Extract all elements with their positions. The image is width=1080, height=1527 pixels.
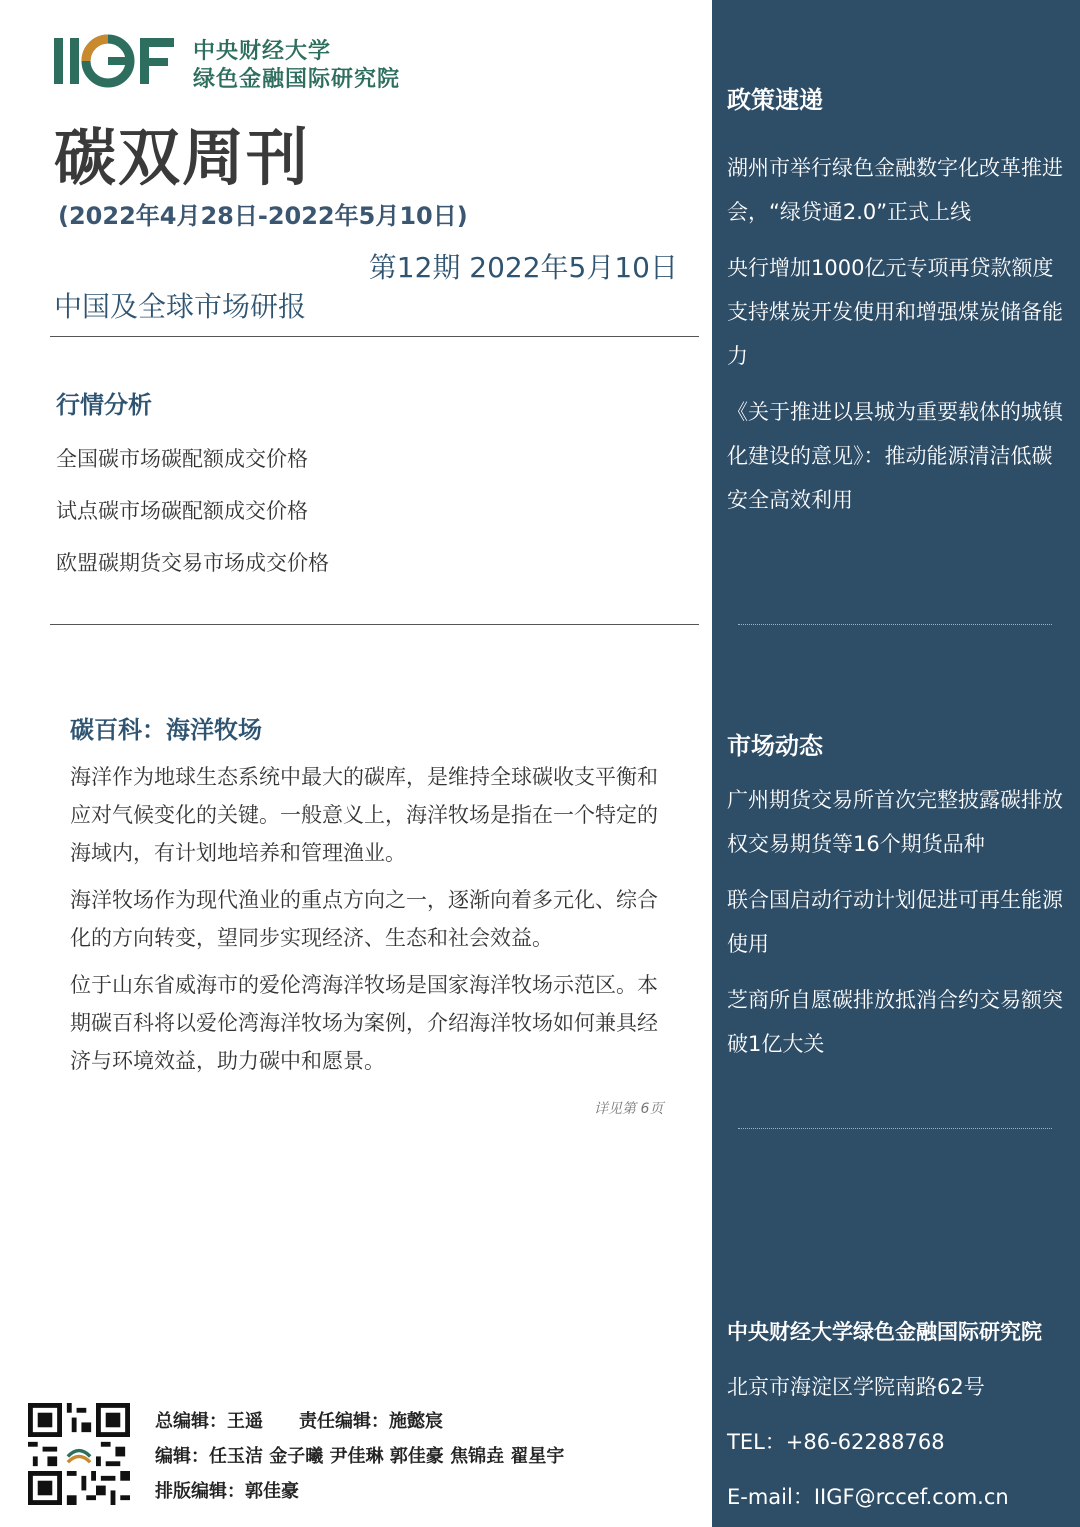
contact-tel: TEL：+86-62288768 [727,1430,945,1454]
contact-address: 北京市海淀区学院南路62号 [727,1375,985,1399]
logo-org-line1: 中央财经大学 [193,39,332,64]
sidebar-divider-2 [738,1128,1052,1129]
logo-f-mid [140,58,168,66]
encyclopedia-heading: 碳百科：海洋牧场 [70,716,262,744]
market-news-item-2: 联合国启动行动计划促进可再生能源使用 [727,888,1063,956]
page-title: 碳双周刊 [54,121,311,194]
market-item-national: 全国碳市场碳配额成交价格 [56,447,308,471]
logo-g-bar [108,57,130,65]
logo-f-top [140,38,174,47]
market-news-heading: 市场动态 [727,732,823,760]
logo-bar-2 [70,38,79,84]
divider-top [50,336,699,337]
market-news-item-1: 广州期货交易所首次完整披露碳排放权交易期货等16个期货品种 [727,788,1063,856]
market-news-item-3: 芝商所自愿碳排放抵消合约交易额突破1亿大关 [727,988,1063,1056]
encyclopedia-paragraph-2: 海洋牧场作为现代渔业的重点方向之一，逐渐向着多元化、综合化的方向转变，望同步实现经济、生态和社会效益。 [70,888,658,950]
encyclopedia-paragraph-1: 海洋作为地球生态系统中最大的碳库，是维持全球碳收支平衡和应对气候变化的关键。一般意义上，海洋牧场是指在一个特定的海域内，有计划地培养和管理渔业。 [70,765,658,865]
divider-middle [50,624,699,625]
encyclopedia-paragraph-3: 位于山东省威海市的爱伦湾海洋牧场是国家海洋牧场示范区。本期碳百科将以爱伦湾海洋牧场为案例，介绍海洋牧场如何兼具经济与环境效益，助力碳中和愿景。 [70,973,658,1073]
logo-globe-accent [86,39,108,61]
contact-org: 中央财经大学绿色金融国际研究院 [727,1320,1042,1344]
date-range: (2022年4月28日-2022年5月10日) [58,202,468,230]
policy-item-1: 湖州市举行绿色金融数字化改革推进会，“绿贷通2.0”正式上线 [727,156,1063,224]
logo-org-line2: 绿色金融国际研究院 [193,67,401,92]
policy-item-2: 央行增加1000亿元专项再贷款额度支持煤炭开发使用和增强煤炭储备能力 [727,256,1063,368]
layout-editor: 排版编辑：郭佳豪 [155,1481,299,1502]
logo-bar-1 [54,38,63,84]
contact-email[interactable]: E-mail：IIGF@rccef.com.cn [727,1485,1009,1509]
sidebar-divider-1 [738,624,1052,625]
editors-line: 编辑：任玉洁 金子曦 尹佳琳 郭佳豪 焦锦垚 翟星宇 [155,1446,565,1467]
market-item-eu: 欧盟碳期货交易市场成交价格 [56,551,329,575]
market-item-pilot: 试点碳市场碳配额成交价格 [56,499,308,523]
iigf-logo [52,34,178,88]
market-analysis-heading: 行情分析 [56,391,152,419]
credits-line-1 [155,1407,479,1433]
see-page-link[interactable]: 详见第 6页 [594,1101,664,1117]
policy-heading: 政策速递 [727,86,823,114]
responsible-editor: 责任编辑：施懿宸 [299,1411,443,1432]
issue-info: 第12期 2022年5月10日 [368,251,678,284]
qr-code [28,1403,130,1505]
policy-item-3: 《关于推进以县城为重要载体的城镇化建设的意见》：推动能源清洁低碳安全高效利用 [727,400,1063,512]
report-subtitle: 中国及全球市场研报 [54,290,307,323]
chief-editor: 总编辑：王遥 [155,1411,263,1432]
